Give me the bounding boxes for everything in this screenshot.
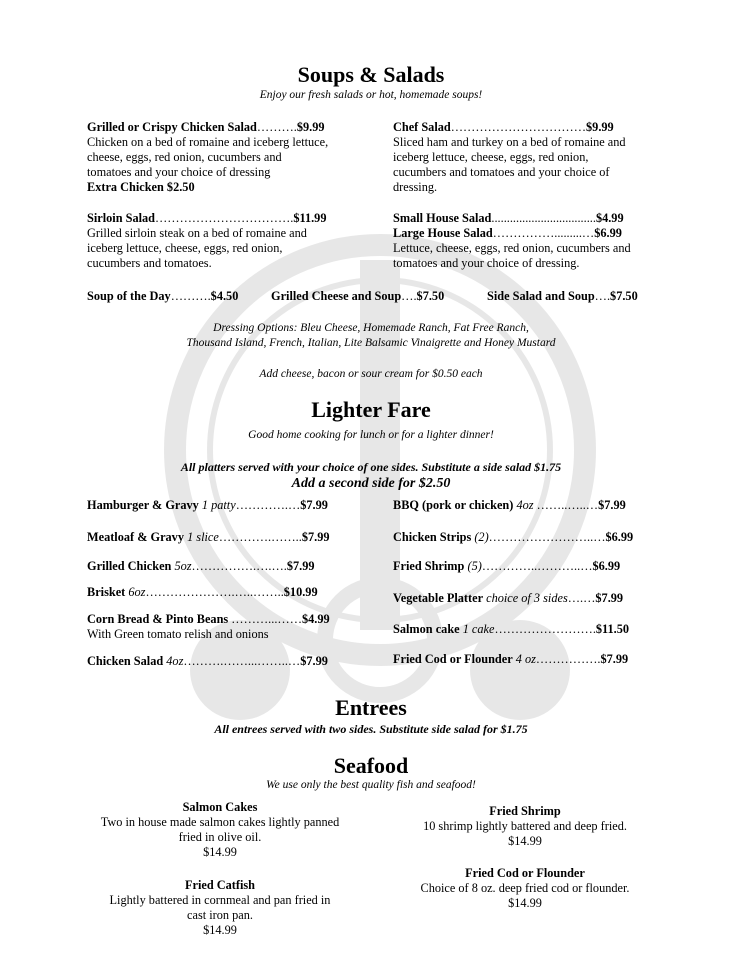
menu-item: Chef Salad……………………………$9.99 Sliced ham and turkey on a bed of romaine and iceberg lettuce, cheese, eggs, red onion, cucumbers and tomatoes and your choice of dressing. [393, 120, 626, 194]
entrees-title: Entrees [335, 695, 407, 720]
platters-note: All platters served with your choice of one sides. Substitute a side salad $1.75 [180, 460, 562, 474]
soups-title: Soups & Salads [297, 62, 445, 87]
menu-item: Fried Shrimp (5)…………..………..…$6.99 [393, 559, 621, 573]
dressing-options-2: Thousand Island, French, Italian, Lite Balsamic Vinaigrette and Honey Mustard [186, 337, 556, 349]
menu-item: Small House Salad..................................$4.99 Large House Salad…………….........…$6.99 Lettuce, cheese, eggs, red onion, cucumbers and tomatoes and your choice of dressing. [393, 211, 631, 270]
entrees-note: All entrees served with two sides. Substitute side salad for $1.75 [214, 722, 528, 736]
menu-item: Hamburger & Gravy 1 patty………….…$7.99 [87, 498, 328, 512]
menu-item: Vegetable Platter choice of 3 sides….…$7.99 [393, 591, 624, 605]
seafood-title: Seafood [333, 753, 409, 778]
menu-item: Grilled or Crispy Chicken Salad……….$9.99 Chicken on a bed of romaine and iceberg lettuce, cheese, eggs, red onion, cucumbers and tomatoes and your choice of dressing Extra Chicken $2.50 [87, 120, 329, 194]
menu-item: Fried Cod or Flounder 4 oz…………….$7.99 [393, 652, 629, 666]
menu-item: Grilled Chicken 5oz…………….….….$7.99 [87, 559, 315, 573]
seafood-item: Salmon Cakes Two in house made salmon cakes lightly panned fried in olive oil. $14.99 [100, 800, 340, 859]
menu-item: Sirloin Salad…………………………….$11.99 Grilled sirloin steak on a bed of romaine and iceberg lettuce, cheese, eggs, red onion, cucumbers and tomatoes. [87, 211, 327, 270]
side-salad-and-soup: Side Salad and Soup….$7.50 [487, 289, 638, 303]
menu-item: Brisket 6oz………………….…..……..$10.99 [87, 585, 318, 599]
menu-item: Corn Bread & Pinto Beans ………...……$4.99 With Green tomato relish and onions [87, 612, 330, 641]
soup-of-the-day: Soup of the Day……….$4.50 [87, 289, 239, 303]
dressing-options: Dressing Options: Bleu Cheese, Homemade Ranch, Fat Free Ranch, [213, 322, 529, 334]
menu-item: Chicken Strips (2)……………………..…$6.99 [393, 530, 634, 544]
addon-note: Add cheese, bacon or sour cream for $0.50 each [259, 368, 483, 380]
menu-item: Chicken Salad 4oz……….……...……..…$7.99 [87, 654, 328, 668]
soups-subtitle: Enjoy our fresh salads or hot, homemade soups! [259, 89, 483, 101]
seafood-item: Fried Cod or Flounder Choice of 8 oz. deep fried cod or flounder. $14.99 [420, 866, 630, 910]
menu-item: Salmon cake 1 cake…………………….$11.50 [393, 622, 630, 636]
seafood-item: Fried Catfish Lightly battered in cornmeal and pan fried in cast iron pan. $14.99 [109, 878, 331, 937]
menu-item: BBQ (pork or chicken) 4oz ……..…..…$7.99 [393, 498, 626, 512]
lighter-title: Lighter Fare [311, 397, 431, 422]
grilled-cheese-and-soup: Grilled Cheese and Soup….$7.50 [271, 289, 445, 303]
lighter-subtitle: Good home cooking for lunch or for a lighter dinner! [248, 429, 494, 441]
menu-item: Meatloaf & Gravy 1 slice………….……..$7.99 [87, 530, 330, 544]
seafood-subtitle: We use only the best quality fish and seafood! [266, 779, 476, 791]
second-side-note: Add a second side for $2.50 [291, 476, 451, 491]
seafood-item: Fried Shrimp 10 shrimp lightly battered and deep fried. $14.99 [423, 804, 627, 848]
